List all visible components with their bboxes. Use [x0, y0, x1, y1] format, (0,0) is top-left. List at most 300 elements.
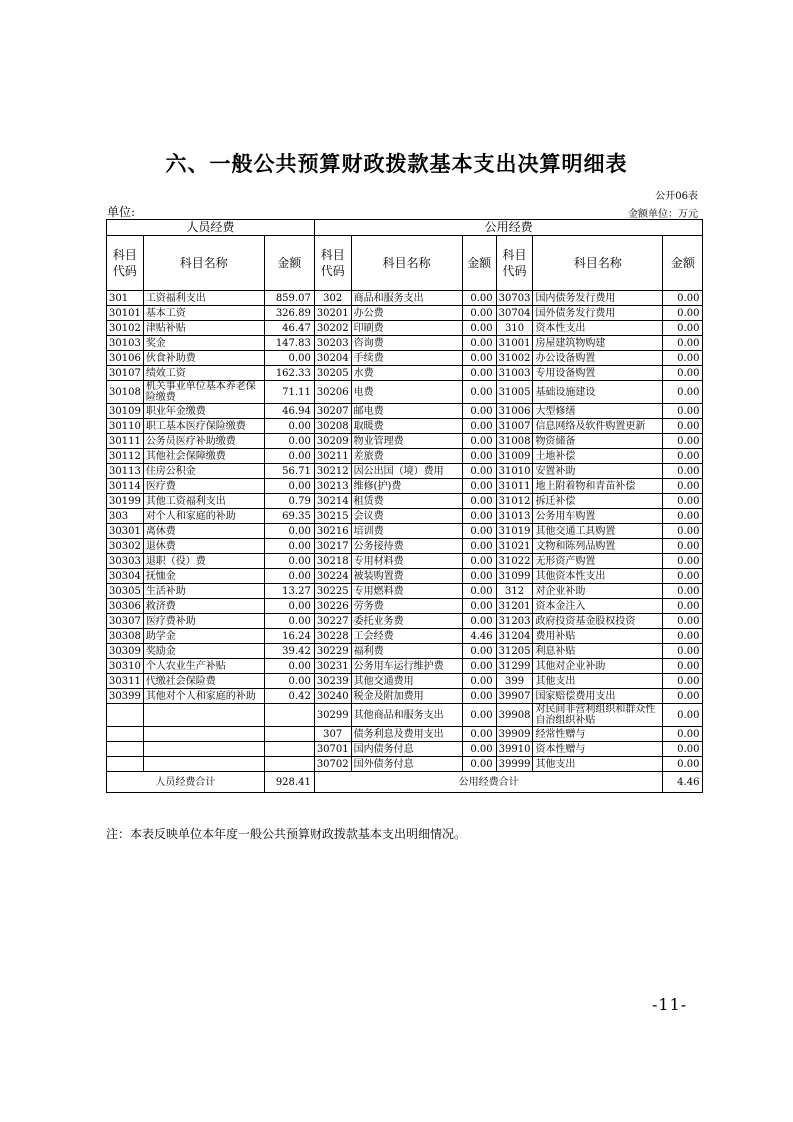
table-row — [107, 584, 703, 599]
public-amount: 0.00 — [462, 689, 496, 704]
personnel-code: 30106 — [107, 351, 144, 366]
public-code: 30225 — [314, 584, 351, 599]
personnel-name — [143, 757, 264, 772]
public-code: 31006 — [496, 404, 533, 419]
public-code: 31019 — [496, 524, 533, 539]
personnel-code: 30301 — [107, 524, 144, 539]
public-amount: 0.00 — [462, 554, 496, 569]
personnel-code: 30109 — [107, 404, 144, 419]
public-amount: 0.00 — [663, 704, 703, 727]
personnel-code — [107, 742, 144, 757]
public-amount: 0.00 — [663, 614, 703, 629]
personnel-code: 30114 — [107, 479, 144, 494]
personnel-total-label: 人员经费合计 — [107, 772, 265, 793]
personnel-code: 30399 — [107, 689, 144, 704]
public-code: 39910 — [496, 742, 533, 757]
public-amount: 0.00 — [462, 306, 496, 321]
personnel-name: 机关事业单位基本养老保险缴费 — [143, 381, 264, 404]
table-row — [107, 449, 703, 464]
table-row — [107, 614, 703, 629]
public-amount: 0.00 — [663, 321, 703, 336]
personnel-amount — [264, 727, 314, 742]
personnel-name: 抚恤金 — [143, 569, 264, 584]
personnel-code: 30107 — [107, 366, 144, 381]
public-code: 30229 — [314, 644, 351, 659]
public-code: 307 — [314, 727, 351, 742]
public-code: 31005 — [496, 381, 533, 404]
personnel-amount: 13.27 — [264, 584, 314, 599]
public-amount: 0.00 — [663, 599, 703, 614]
personnel-amount: 46.94 — [264, 404, 314, 419]
public-name: 差旅费 — [351, 449, 462, 464]
personnel-total-value: 928.41 — [264, 772, 314, 793]
personnel-code: 30305 — [107, 584, 144, 599]
public-amount: 0.00 — [663, 509, 703, 524]
personnel-amount: 0.00 — [264, 614, 314, 629]
personnel-name: 退职（役）费 — [143, 554, 264, 569]
table-row — [107, 434, 703, 449]
public-amount: 0.00 — [462, 494, 496, 509]
public-code: 31002 — [496, 351, 533, 366]
public-name: 国家赔偿费用支出 — [533, 689, 663, 704]
personnel-code: 30304 — [107, 569, 144, 584]
personnel-amount — [264, 742, 314, 757]
public-name: 政府投资基金股权投资 — [533, 614, 663, 629]
personnel-code: 303 — [107, 509, 144, 524]
public-code: 30227 — [314, 614, 351, 629]
personnel-name: 工资福利支出 — [143, 291, 264, 306]
personnel-code: 30199 — [107, 494, 144, 509]
public-code: 31001 — [496, 336, 533, 351]
public-name: 对企业补助 — [533, 584, 663, 599]
public-amount: 0.00 — [663, 464, 703, 479]
public-code: 30702 — [314, 757, 351, 772]
public-code: 31012 — [496, 494, 533, 509]
public-amount: 0.00 — [663, 381, 703, 404]
public-name: 福利费 — [351, 644, 462, 659]
public-name: 其他交通费用 — [351, 674, 462, 689]
table-row — [107, 321, 703, 336]
personnel-name: 公务员医疗补助缴费 — [143, 434, 264, 449]
table-row — [107, 757, 703, 772]
public-amount: 0.00 — [462, 479, 496, 494]
public-amount: 0.00 — [663, 689, 703, 704]
public-name: 水费 — [351, 366, 462, 381]
public-amount: 0.00 — [663, 539, 703, 554]
public-name: 物资储备 — [533, 434, 663, 449]
col-header-name: 科目名称 — [143, 236, 264, 291]
public-code: 31008 — [496, 434, 533, 449]
personnel-amount — [264, 757, 314, 772]
col-header-amount: 金额 — [663, 236, 703, 291]
public-amount: 0.00 — [462, 419, 496, 434]
public-code: 31009 — [496, 449, 533, 464]
expenditure-table — [106, 219, 703, 793]
public-name: 专用材料费 — [351, 554, 462, 569]
public-amount: 0.00 — [462, 584, 496, 599]
personnel-amount: 0.00 — [264, 674, 314, 689]
personnel-name: 医疗费补助 — [143, 614, 264, 629]
col-header-name: 科目名称 — [351, 236, 462, 291]
personnel-name: 职业年金缴费 — [143, 404, 264, 419]
col-header-code: 科目代码 — [496, 236, 533, 291]
personnel-amount: 39.42 — [264, 644, 314, 659]
public-name: 信息网络及软件购置更新 — [533, 419, 663, 434]
table-row — [107, 306, 703, 321]
personnel-amount: 56.71 — [264, 464, 314, 479]
page-title: 六、一般公共预算财政拨款基本支出决算明细表 — [165, 152, 628, 176]
table-row — [107, 524, 703, 539]
public-name: 基础设施建设 — [533, 381, 663, 404]
public-name: 无形资产购置 — [533, 554, 663, 569]
personnel-amount: 0.00 — [264, 524, 314, 539]
personnel-code: 30302 — [107, 539, 144, 554]
public-name: 国外债务发行费用 — [533, 306, 663, 321]
public-amount: 0.00 — [462, 336, 496, 351]
public-amount: 0.00 — [462, 291, 496, 306]
public-name: 其他资本性支出 — [533, 569, 663, 584]
public-amount: 0.00 — [462, 404, 496, 419]
public-name: 邮电费 — [351, 404, 462, 419]
col-header-code: 科目代码 — [314, 236, 351, 291]
personnel-name: 其他对个人和家庭的补助 — [143, 689, 264, 704]
personnel-name: 退休费 — [143, 539, 264, 554]
public-name: 费用补贴 — [533, 629, 663, 644]
public-code: 31007 — [496, 419, 533, 434]
personnel-code: 30306 — [107, 599, 144, 614]
personnel-amount: 0.00 — [264, 539, 314, 554]
personnel-code: 30303 — [107, 554, 144, 569]
public-code: 30224 — [314, 569, 351, 584]
page-number: -11- — [652, 995, 688, 1014]
public-amount: 0.00 — [462, 704, 496, 727]
public-amount: 0.00 — [663, 449, 703, 464]
personnel-amount: 69.35 — [264, 509, 314, 524]
personnel-amount: 0.00 — [264, 419, 314, 434]
public-amount: 0.00 — [462, 569, 496, 584]
section-header-row — [107, 220, 703, 236]
column-header-row — [107, 236, 703, 291]
personnel-name: 基本工资 — [143, 306, 264, 321]
personnel-name: 绩效工资 — [143, 366, 264, 381]
personnel-amount: 0.00 — [264, 659, 314, 674]
public-code: 39999 — [496, 757, 533, 772]
table-row — [107, 509, 703, 524]
public-name: 其他交通工具购置 — [533, 524, 663, 539]
table-row — [107, 554, 703, 569]
table-row — [107, 381, 703, 404]
public-name: 资本性支出 — [533, 321, 663, 336]
personnel-code: 30110 — [107, 419, 144, 434]
public-amount: 0.00 — [462, 644, 496, 659]
table-row — [107, 336, 703, 351]
table-row — [107, 539, 703, 554]
personnel-name: 其他工资福利支出 — [143, 494, 264, 509]
public-code: 30202 — [314, 321, 351, 336]
personnel-amount: 0.00 — [264, 351, 314, 366]
personnel-code: 30103 — [107, 336, 144, 351]
public-amount: 0.00 — [462, 757, 496, 772]
public-name: 手续费 — [351, 351, 462, 366]
table-row — [107, 659, 703, 674]
public-code: 30203 — [314, 336, 351, 351]
public-amount: 0.00 — [663, 366, 703, 381]
personnel-amount: 0.00 — [264, 479, 314, 494]
public-amount: 0.00 — [663, 494, 703, 509]
public-section-header: 公用经费 — [314, 220, 703, 236]
public-amount: 0.00 — [663, 291, 703, 306]
public-name: 工会经费 — [351, 629, 462, 644]
public-name: 劳务费 — [351, 599, 462, 614]
public-name: 物业管理费 — [351, 434, 462, 449]
public-name: 维修(护)费 — [351, 479, 462, 494]
personnel-code: 301 — [107, 291, 144, 306]
public-name: 国外债务付息 — [351, 757, 462, 772]
public-name: 委托业务费 — [351, 614, 462, 629]
table-row — [107, 674, 703, 689]
personnel-name: 代缴社会保险费 — [143, 674, 264, 689]
public-name: 拆迁补偿 — [533, 494, 663, 509]
public-name: 办公设备购置 — [533, 351, 663, 366]
public-name: 咨询费 — [351, 336, 462, 351]
personnel-code: 30307 — [107, 614, 144, 629]
table-row — [107, 727, 703, 742]
table-row — [107, 366, 703, 381]
personnel-name: 住房公积金 — [143, 464, 264, 479]
public-code: 39909 — [496, 727, 533, 742]
personnel-name: 个人农业生产补贴 — [143, 659, 264, 674]
personnel-amount: 0.42 — [264, 689, 314, 704]
public-code: 31011 — [496, 479, 533, 494]
public-code: 30701 — [314, 742, 351, 757]
public-code: 31299 — [496, 659, 533, 674]
public-amount: 0.00 — [462, 449, 496, 464]
public-name: 专用燃料费 — [351, 584, 462, 599]
public-name: 培训费 — [351, 524, 462, 539]
public-name: 会议费 — [351, 509, 462, 524]
col-header-amount: 金额 — [462, 236, 496, 291]
public-code: 39908 — [496, 704, 533, 727]
personnel-code — [107, 704, 144, 727]
public-code: 30299 — [314, 704, 351, 727]
table-row — [107, 464, 703, 479]
totals-row — [107, 772, 703, 793]
public-amount: 0.00 — [663, 644, 703, 659]
public-name: 税金及附加费用 — [351, 689, 462, 704]
public-name: 因公出国（境）费用 — [351, 464, 462, 479]
public-code: 30206 — [314, 381, 351, 404]
public-code: 302 — [314, 291, 351, 306]
public-code: 30208 — [314, 419, 351, 434]
personnel-amount: 46.47 — [264, 321, 314, 336]
personnel-name: 救济费 — [143, 599, 264, 614]
public-name: 房屋建筑物购建 — [533, 336, 663, 351]
personnel-amount: 147.83 — [264, 336, 314, 351]
public-code: 30226 — [314, 599, 351, 614]
public-name: 租赁费 — [351, 494, 462, 509]
personnel-code: 30112 — [107, 449, 144, 464]
public-amount: 0.00 — [663, 554, 703, 569]
public-amount: 0.00 — [462, 351, 496, 366]
public-amount: 0.00 — [462, 509, 496, 524]
public-code: 31013 — [496, 509, 533, 524]
amount-unit: 金额单位：万元 — [628, 209, 698, 220]
public-code: 30240 — [314, 689, 351, 704]
public-code: 30209 — [314, 434, 351, 449]
public-amount: 0.00 — [663, 742, 703, 757]
table-row — [107, 689, 703, 704]
personnel-amount: 0.79 — [264, 494, 314, 509]
public-code: 310 — [496, 321, 533, 336]
personnel-amount: 859.07 — [264, 291, 314, 306]
unit-label: 单位: — [107, 205, 136, 219]
public-code: 31201 — [496, 599, 533, 614]
public-amount: 0.00 — [462, 659, 496, 674]
personnel-amount: 0.00 — [264, 554, 314, 569]
public-amount: 4.46 — [462, 629, 496, 644]
public-amount: 0.00 — [663, 629, 703, 644]
public-name: 公务用车运行维护费 — [351, 659, 462, 674]
personnel-code: 30113 — [107, 464, 144, 479]
public-code: 30204 — [314, 351, 351, 366]
personnel-code: 30102 — [107, 321, 144, 336]
personnel-code — [107, 727, 144, 742]
public-code: 30213 — [314, 479, 351, 494]
table-row — [107, 494, 703, 509]
public-name: 资本金注入 — [533, 599, 663, 614]
public-code: 30239 — [314, 674, 351, 689]
public-name: 取暖费 — [351, 419, 462, 434]
personnel-name: 伙食补助费 — [143, 351, 264, 366]
personnel-name: 医疗费 — [143, 479, 264, 494]
table-body — [107, 291, 703, 772]
public-amount: 0.00 — [663, 674, 703, 689]
personnel-amount: 0.00 — [264, 599, 314, 614]
public-code: 30215 — [314, 509, 351, 524]
public-name: 债务利息及费用支出 — [351, 727, 462, 742]
personnel-amount: 0.00 — [264, 449, 314, 464]
public-amount: 0.00 — [462, 366, 496, 381]
public-code: 30211 — [314, 449, 351, 464]
personnel-amount: 0.00 — [264, 434, 314, 449]
personnel-code: 30309 — [107, 644, 144, 659]
public-name: 大型修缮 — [533, 404, 663, 419]
public-amount: 0.00 — [663, 404, 703, 419]
public-code: 31022 — [496, 554, 533, 569]
public-name: 资本性赠与 — [533, 742, 663, 757]
public-amount: 0.00 — [462, 321, 496, 336]
public-name: 其他支出 — [533, 757, 663, 772]
public-name: 利息补贴 — [533, 644, 663, 659]
public-code: 30205 — [314, 366, 351, 381]
public-name: 国内债务发行费用 — [533, 291, 663, 306]
public-amount: 0.00 — [663, 584, 703, 599]
public-name: 土地补偿 — [533, 449, 663, 464]
personnel-amount: 16.24 — [264, 629, 314, 644]
public-code: 399 — [496, 674, 533, 689]
personnel-name: 助学金 — [143, 629, 264, 644]
public-code: 30216 — [314, 524, 351, 539]
public-name: 公务用车购置 — [533, 509, 663, 524]
public-amount: 0.00 — [663, 306, 703, 321]
public-amount: 0.00 — [663, 351, 703, 366]
personnel-code: 30310 — [107, 659, 144, 674]
public-code: 31021 — [496, 539, 533, 554]
public-code: 30201 — [314, 306, 351, 321]
public-name: 印刷费 — [351, 321, 462, 336]
personnel-name: 生活补助 — [143, 584, 264, 599]
public-code: 30231 — [314, 659, 351, 674]
public-name: 办公费 — [351, 306, 462, 321]
public-amount: 0.00 — [663, 336, 703, 351]
public-code: 31003 — [496, 366, 533, 381]
table-row — [107, 569, 703, 584]
personnel-amount: 162.33 — [264, 366, 314, 381]
public-total-label: 公用经费合计 — [314, 772, 663, 793]
personnel-amount: 326.89 — [264, 306, 314, 321]
personnel-name: 对个人和家庭的补助 — [143, 509, 264, 524]
public-name: 被装购置费 — [351, 569, 462, 584]
public-code: 30703 — [496, 291, 533, 306]
personnel-code: 30111 — [107, 434, 144, 449]
public-name: 国内债务付息 — [351, 742, 462, 757]
personnel-code: 30108 — [107, 381, 144, 404]
public-name: 其他对企业补助 — [533, 659, 663, 674]
table-row — [107, 629, 703, 644]
public-code: 31204 — [496, 629, 533, 644]
public-amount: 0.00 — [462, 742, 496, 757]
table-note: 注：本表反映单位本年度一般公共预算财政拨款基本支出明细情况。 — [106, 827, 467, 841]
personnel-name — [143, 742, 264, 757]
public-amount: 0.00 — [462, 727, 496, 742]
public-code: 39907 — [496, 689, 533, 704]
table-row — [107, 704, 703, 727]
public-amount: 0.00 — [663, 757, 703, 772]
public-code: 31203 — [496, 614, 533, 629]
public-amount: 0.00 — [663, 419, 703, 434]
public-amount: 0.00 — [462, 524, 496, 539]
form-number: 公开06表 — [655, 191, 698, 202]
public-amount: 0.00 — [663, 479, 703, 494]
public-code: 312 — [496, 584, 533, 599]
table-row — [107, 351, 703, 366]
personnel-name: 其他社会保障缴费 — [143, 449, 264, 464]
public-name: 文物和陈列品购置 — [533, 539, 663, 554]
personnel-amount — [264, 704, 314, 727]
personnel-name — [143, 727, 264, 742]
personnel-code: 30101 — [107, 306, 144, 321]
public-amount: 0.00 — [663, 524, 703, 539]
public-amount: 0.00 — [663, 727, 703, 742]
public-code: 31099 — [496, 569, 533, 584]
public-total-value: 4.46 — [663, 772, 703, 793]
personnel-name: 离休费 — [143, 524, 264, 539]
col-header-name: 科目名称 — [533, 236, 663, 291]
public-code: 31205 — [496, 644, 533, 659]
public-amount: 0.00 — [663, 569, 703, 584]
public-code: 30218 — [314, 554, 351, 569]
public-name: 电费 — [351, 381, 462, 404]
public-amount: 0.00 — [462, 614, 496, 629]
col-header-code: 科目代码 — [107, 236, 144, 291]
public-name: 商品和服务支出 — [351, 291, 462, 306]
public-amount: 0.00 — [462, 434, 496, 449]
public-code: 30207 — [314, 404, 351, 419]
personnel-name: 津贴补贴 — [143, 321, 264, 336]
table-row — [107, 479, 703, 494]
public-amount: 0.00 — [462, 599, 496, 614]
table-row — [107, 291, 703, 306]
